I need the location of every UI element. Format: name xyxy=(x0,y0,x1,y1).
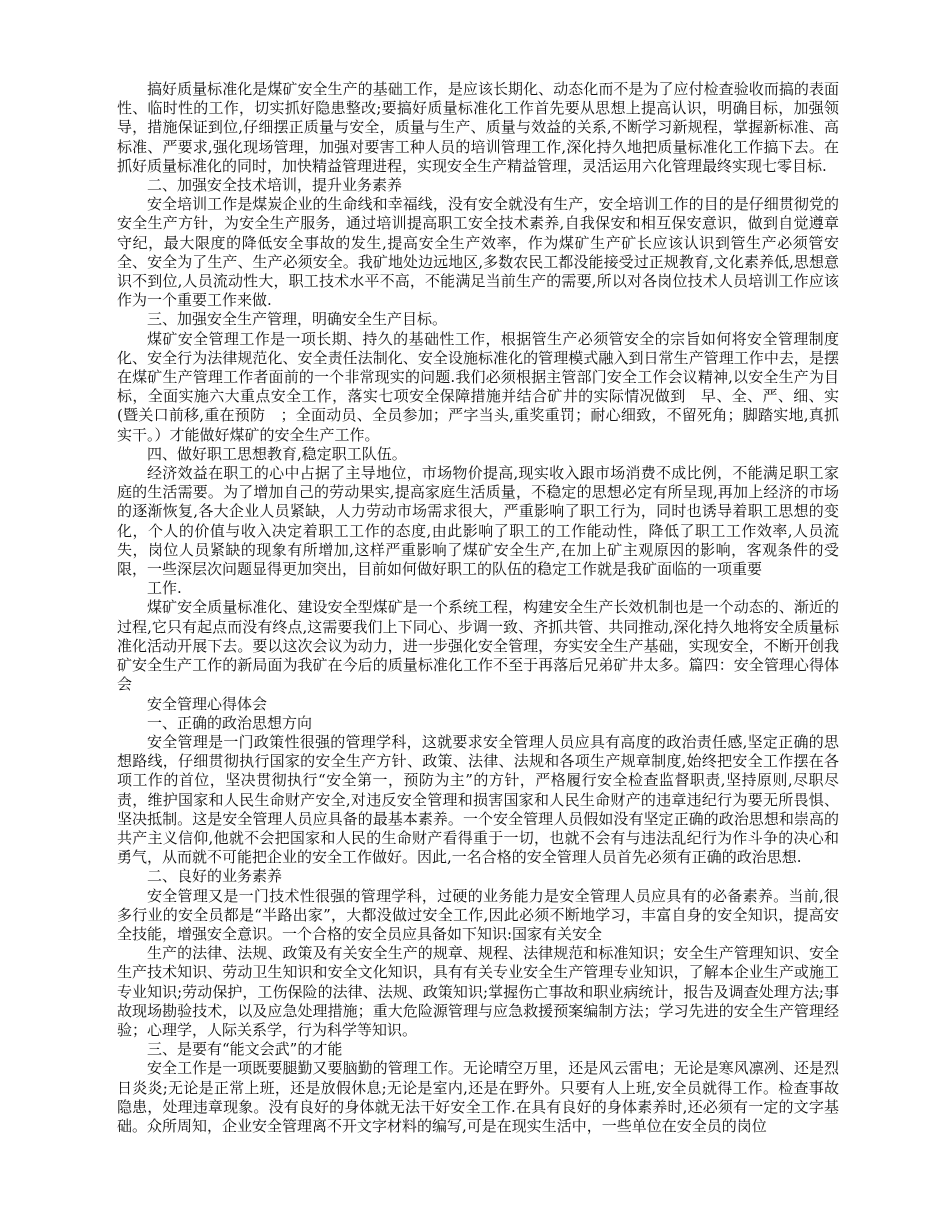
document-body xyxy=(117,80,855,1136)
paragraph-political-direction: 安全管理是一门政策性很强的管理学科，这就要求安全管理人员应具有高度的政治责任感,坚定正确的思想路线，仔细贯彻执行国家的安全生产方针、政策、法律、法规和各项生产规章制度,始终把安全工作摆在各项工作的首位，坚决贯彻执行“安全第一，预防为主”的方针，严格履行安全检查监督职责,坚持原则,尽职尽责，维护国家和人民生命财产安全,对违反安全管理和损害国家和人民生命财产的违章违纪行为要无所畏惧、坚决抵制。这是安全管理人员应具备的最基本素养。一个安全管理人员假如没有坚定正确的政治思想和崇高的共产主义信仰,他就不会把国家和人民的生命财产看得重于一切，也就不会有与违法乱纪行为作斗争的决心和勇气，从而就不可能把企业的安全工作做好。因此,一名合格的安全管理人员首先必须有正确的政治思想. xyxy=(117,732,839,867)
document-subtitle: 安全管理心得体会 xyxy=(147,694,268,713)
heading-skills: 三、是要有“能文会武”的才能 xyxy=(147,1040,343,1059)
heading-section-4: 四、做好职工思想教育,稳定职工队伍。 xyxy=(147,444,407,463)
paragraph-business-quality: 安全管理又是一门技术性很强的管理学科，过硬的业务能力是安全管理人员应具有的必备素养。当前,很多行业的安全员都是“半路出家”，大都没做过安全工作,因此必须不断地学习，丰富自身的安全知识，提高安全技能，增强安全意识。一个合格的安全员应具备如下知识:国家有关安全 xyxy=(117,886,839,943)
paragraph-safety-management: 煤矿安全管理工作是一项长期、持久的基础性工作，根据管生产必须管安全的宗旨如何将安全管理制度化、安全行为法律规范化、安全责任法制化、安全设施标准化的管理模式融入到日常生产管理工作中去，是摆在煤矿生产管理工作者面前的一个非常现实的问题.我们必须根据主管部门安全工作会议精神,以安全生产为目标，全面实施六大重点安全工作，落实七项安全保障措施并结合矿井的实际情况做到 早、全、严、细、实 (暨关口前移,重在预防 ；全面动员、全员参加；严字当头,重奖重罚；耐心细致，不留死角；脚踏实地,真抓实干。）才能做好煤矿的安全生产工作。 xyxy=(117,329,855,444)
paragraph-economic-benefit: 经济效益在职工的心中占据了主导地位，市场物价提高,现实收入跟市场消费不成比例，不能满足职工家庭的生活需要。为了增加自己的劳动果实,提高家庭生活质量，不稳定的思想必定有所呈现,再加上经济的市场的逐渐恢复,各大企业人员紧缺，人力劳动市场需求很大，严重影响了职工行为，同时也诱导着职工思想的变化，个人的价值与收入决定着职工工作的态度,由此影响了职工的工作能动性，降低了职工工作效率,人员流失，岗位人员紧缺的现象有所增加,这样严重影响了煤矿安全生产,在加上矿主观原因的影响，客观条件的受限，一些深层次问题显得更加突出，目前如何做好职工的队伍的稳定工作就是我矿面临的一项重要 xyxy=(117,464,839,579)
paragraph-safety-training: 安全培训工作是煤炭企业的生命线和幸福线，没有安全就没有生产，安全培训工作的目的是仔细贯彻党的安全生产方针，为安全生产服务，通过培训提高职工安全技术素养,自我保安和相互保安意识，做到自觉遵章守纪，最大限度的降低安全事故的发生,提高安全生产效率，作为煤矿生产矿长应该认识到管生产必须管安全、安全为了生产、生产必须安全。我矿地处边远地区,多数农民工都没能接受过正规教育,文化素养低,思想意识不到位,人员流动性大，职工技术水平不高，不能满足当前生产的需要,所以对各岗位技术人员培训工作应该作为一个重要工作来做. xyxy=(117,195,839,310)
paragraph-system-engineering: 煤矿安全质量标准化、建设安全型煤矿是一个系统工程，构建安全生产长效机制也是一个动态的、渐近的过程,它只有起点而没有终点,这需要我们上下同心、步调一致、齐抓共管、共同推动,深化持久地将安全质量标准化活动开展下去。要以这次会议为动力，进一步强化安全管理，夯实安全生产基础，实现安全，不断开创我矿安全生产工作的新局面为我矿在今后的质量标准化工作不至于再落后兄弟矿井太多。篇四：安全管理心得体会 xyxy=(117,598,839,694)
heading-business-quality: 二、良好的业务素养 xyxy=(147,867,283,886)
paragraph-work-line: 工作. xyxy=(147,579,182,598)
heading-section-2: 二、加强安全技术培训，提升业务素养 xyxy=(147,176,403,195)
paragraph-quality-standardization: 搞好质量标准化是煤矿安全生产的基础工作，是应该长期化、动态化而不是为了应付检查验收而搞的表面性、临时性的工作，切实抓好隐患整改;要搞好质量标准化工作首先要从思想上提高认识，明确目标，加强领导，措施保证到位,仔细摆正质量与安全，质量与生产、质量与效益的关系,不断学习新规程，掌握新标准、高标准、严要求,强化现场管理，加强对要害工种人员的培训管理工作,深化持久地把质量标准化工作搞下去。在抓好质量标准化的同时，加快精益管理进程，实现安全生产精益管理，灵活运用六化管理最终实现七零目标. xyxy=(117,80,839,175)
heading-section-3: 三、加强安全生产管理，明确安全生产目标。 xyxy=(147,310,448,329)
paragraph-skills: 安全工作是一项既要腿勤又要脑勤的管理工作。无论晴空万里，还是风云雷电；无论是寒风凛冽、还是烈日炎炎;无论是正常上班，还是放假休息;无论是室内,还是在野外。只要有人上班,安全员就得工作。检查事故隐患，处理违章现象。没有良好的身体就无法干好安全工作.在具有良好的身体素养时,还必须有一定的文字基础。众所周知，企业安全管理离不开文字材料的编写,可是在现实生活中，一些单位在安全员的岗位 xyxy=(117,1059,839,1135)
paragraph-knowledge-list: 生产的法律、法规、政策及有关安全生产的规章、规程、法律规范和标准知识；安全生产管理知识、安全生产技术知识、劳动卫生知识和安全文化知识，具有有关专业安全生产管理专业知识，了解本企业生产或施工专业知识;劳动保护，工伤保险的法律、法规、政策知识;掌握伤亡事故和职业病统计，报告及调查处理方法;事故现场勘验技术，以及应急处理措施；重大危险源管理与应急救援预案编制方法；学习先进的安全生产管理经验；心理学，人际关系学，行为科学等知识。 xyxy=(117,944,839,1039)
heading-political-direction: 一、正确的政治思想方向 xyxy=(147,713,313,732)
